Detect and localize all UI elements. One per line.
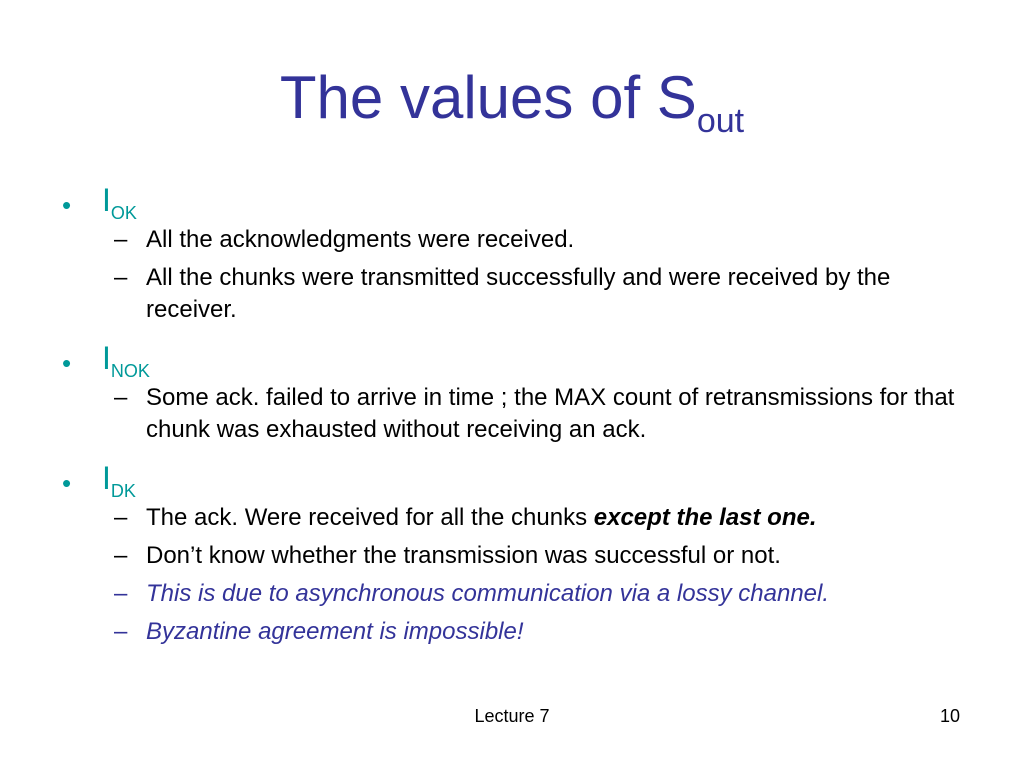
bullet-dot-icon: • xyxy=(62,468,72,498)
slide-title-subscript: out xyxy=(696,102,745,140)
bullet-label-main: I xyxy=(102,340,111,376)
sub-item xyxy=(0,382,1024,446)
sub-item xyxy=(0,262,1024,326)
bullet-dk xyxy=(0,458,1024,502)
sub-item-emphasis: except the last one. xyxy=(593,504,817,531)
dash-icon: – xyxy=(114,618,128,645)
dash-icon: – xyxy=(114,384,128,411)
bullet-dot-icon: • xyxy=(62,190,72,220)
sub-list-nok xyxy=(0,382,1024,446)
sub-item-text: The ack. Were received for all the chunks xyxy=(146,504,594,531)
bullet-label-subscript: NOK xyxy=(110,361,150,381)
sub-item-text: All the chunks were transmitted successfully and were received by the receiver. xyxy=(146,264,891,323)
sub-item-text: Don’t know whether the transmission was successful or not. xyxy=(146,542,781,569)
sub-item-accent xyxy=(0,616,1024,648)
bullet-label-nok xyxy=(102,338,150,383)
footer-lecture-label: Lecture 7 xyxy=(474,706,550,726)
dash-icon: – xyxy=(114,580,128,607)
slide-title-main: The values of S xyxy=(279,64,697,131)
sub-item-text: Byzantine agreement is impossible! xyxy=(146,618,524,645)
slide-content xyxy=(0,180,1024,654)
sub-list-ok xyxy=(0,224,1024,326)
bullet-dot-icon: • xyxy=(62,348,72,378)
bullet-label-main: I xyxy=(102,460,111,496)
dash-icon: – xyxy=(114,226,128,253)
dash-icon: – xyxy=(114,504,128,531)
bullet-label-main: I xyxy=(102,182,111,218)
sub-list-dk xyxy=(0,502,1024,648)
dash-icon: – xyxy=(114,264,128,291)
sub-item-text: Some ack. failed to arrive in time ; the MAX count of retransmissions for that chunk was exhausted without receiving an ack. xyxy=(146,384,955,443)
bullet-label-dk xyxy=(102,458,136,503)
sub-item xyxy=(0,224,1024,256)
bullet-nok xyxy=(0,338,1024,382)
sub-item xyxy=(0,540,1024,572)
bullet-ok xyxy=(0,180,1024,224)
slide-title xyxy=(0,62,1024,143)
bullet-label-subscript: OK xyxy=(110,203,137,223)
sub-item-text: This is due to asynchronous communication via a lossy channel. xyxy=(146,580,830,607)
footer-page-number: 10 xyxy=(939,706,960,726)
bullet-label-ok xyxy=(102,180,137,225)
sub-item xyxy=(0,502,1024,534)
sub-item-accent xyxy=(0,578,1024,610)
dash-icon: – xyxy=(114,542,128,569)
sub-item-text: All the acknowledgments were received. xyxy=(146,226,575,253)
bullet-label-subscript: DK xyxy=(110,481,136,501)
